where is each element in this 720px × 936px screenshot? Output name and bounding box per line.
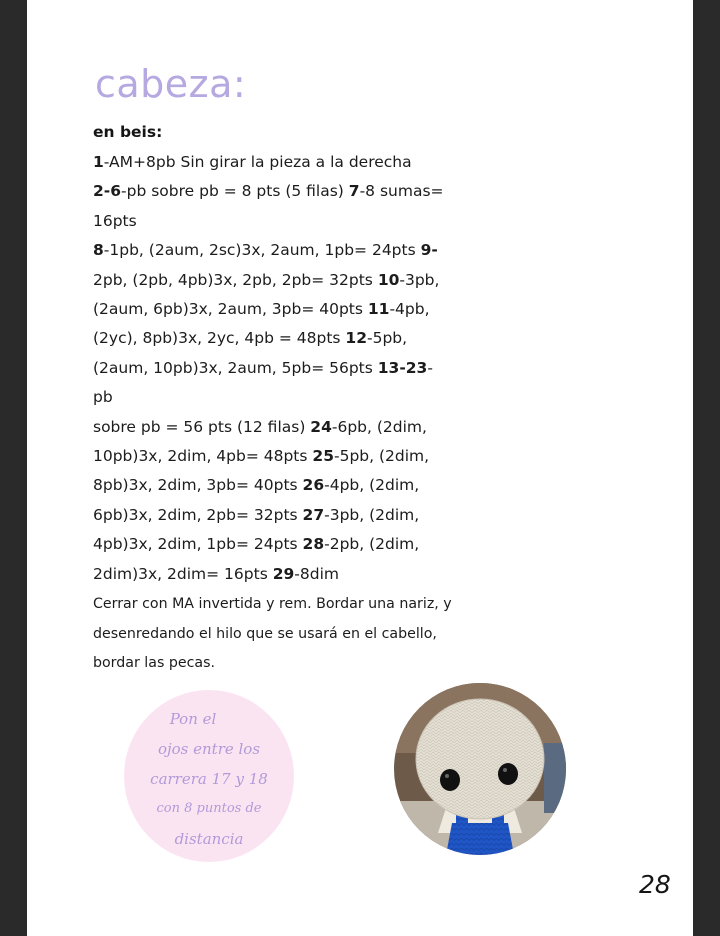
pattern-line (93, 560, 445, 589)
round-number: 12 (345, 329, 367, 348)
pattern-line (93, 295, 445, 324)
stitch-text: -1pb, (2aum, 2sc)3x, 2aum, 1pb= 24pts (103, 241, 421, 260)
round-number: 7 (348, 182, 360, 201)
round-number: 9- (420, 241, 438, 260)
pattern-line (93, 471, 445, 500)
pattern-line (93, 236, 445, 265)
stitch-text: 16pts (93, 211, 137, 230)
round-number: 1 (93, 153, 104, 171)
round-number: 25 (312, 447, 334, 466)
round-number: 13-23 (377, 358, 428, 377)
pattern-line (93, 354, 445, 413)
stitch-text: -2pb, (2dim, (324, 535, 420, 554)
stitch-text: -4pb, (389, 300, 430, 319)
note-line: con 8 puntos de (156, 801, 262, 816)
amigurumi-head-photo (394, 683, 566, 855)
round-number: 26 (302, 476, 325, 495)
closing-line: bordar las pecas. (93, 655, 215, 671)
pattern-line (93, 207, 445, 236)
stitch-text: -3pb, (399, 270, 440, 289)
closing-instructions (93, 590, 513, 679)
stitch-text: 6pb)3x, 2dim, 2pb= 32pts (93, 505, 303, 524)
stitch-text: 2pb, (2pb, 4pb)3x, 2pb, 2pb= 32pts (93, 270, 378, 289)
stitch-text: -6pb, (2dim, (331, 417, 427, 436)
eye-placement-note (124, 704, 294, 854)
note-line: carrera 17 y 18 (150, 770, 268, 788)
stitch-text: -8dim (294, 564, 339, 583)
stitch-text: -3pb, (2dim, (324, 505, 420, 524)
stitch-text: -AM+8pb Sin girar la pieza a la derecha (103, 153, 412, 171)
crochet-pattern-instructions (93, 148, 445, 589)
pattern-line (93, 177, 445, 206)
document-page (27, 0, 693, 936)
closing-line: desenredando el hilo que se usará en el cabello, (93, 625, 437, 642)
stitch-text: 10pb)3x, 2dim, 4pb= 48pts (93, 447, 313, 466)
section-title: cabeza: (95, 62, 247, 106)
pattern-line (93, 501, 445, 530)
stitch-text: -5pb, (2dim, (333, 447, 430, 466)
stitch-text: 8pb)3x, 2dim, 3pb= 40pts (93, 476, 303, 495)
round-number: 28 (302, 535, 325, 554)
pattern-line (93, 530, 445, 559)
pattern-line (93, 324, 445, 353)
stitch-text: (2yc), 8pb)3x, 2yc, 4pb = 48pts (93, 329, 346, 348)
stitch-text: -5pb, (367, 329, 408, 348)
pattern-line (93, 148, 445, 177)
closing-line: Cerrar con MA invertida y rem. Bordar una nariz, y (93, 596, 452, 612)
pattern-line (93, 442, 445, 471)
note-line: distancia (174, 830, 244, 848)
stitch-text: sobre pb = 56 pts (12 filas) (93, 417, 311, 436)
round-number: 10 (377, 270, 400, 289)
round-number: 2-6 (93, 182, 122, 201)
note-line: Pon el (169, 710, 217, 728)
amigurumi-head-illustration (394, 683, 566, 855)
round-number: 27 (302, 505, 325, 524)
stitch-text: -pb sobre pb = 8 pts (5 filas) (121, 182, 349, 201)
stitch-text: -pb (93, 358, 433, 407)
note-line: ojos entre los (157, 740, 261, 758)
stitch-text: (2aum, 10pb)3x, 2aum, 5pb= 56pts (93, 358, 378, 377)
stitch-text: -8 sumas= (359, 182, 444, 201)
pattern-line (93, 266, 445, 295)
round-number: 29 (272, 564, 295, 583)
pattern-line (93, 413, 445, 442)
section-subtitle: en beis: (93, 123, 163, 141)
round-number: 11 (367, 300, 390, 319)
page-number: 28 (639, 870, 671, 899)
stitch-text: (2aum, 6pb)3x, 2aum, 3pb= 40pts (93, 300, 368, 319)
round-number: 8 (93, 241, 104, 260)
stitch-text: 2dim)3x, 2dim= 16pts (93, 564, 273, 583)
stitch-text: -4pb, (2dim, (324, 476, 420, 495)
stitch-text: 4pb)3x, 2dim, 1pb= 24pts (93, 535, 303, 554)
round-number: 24 (310, 417, 332, 436)
